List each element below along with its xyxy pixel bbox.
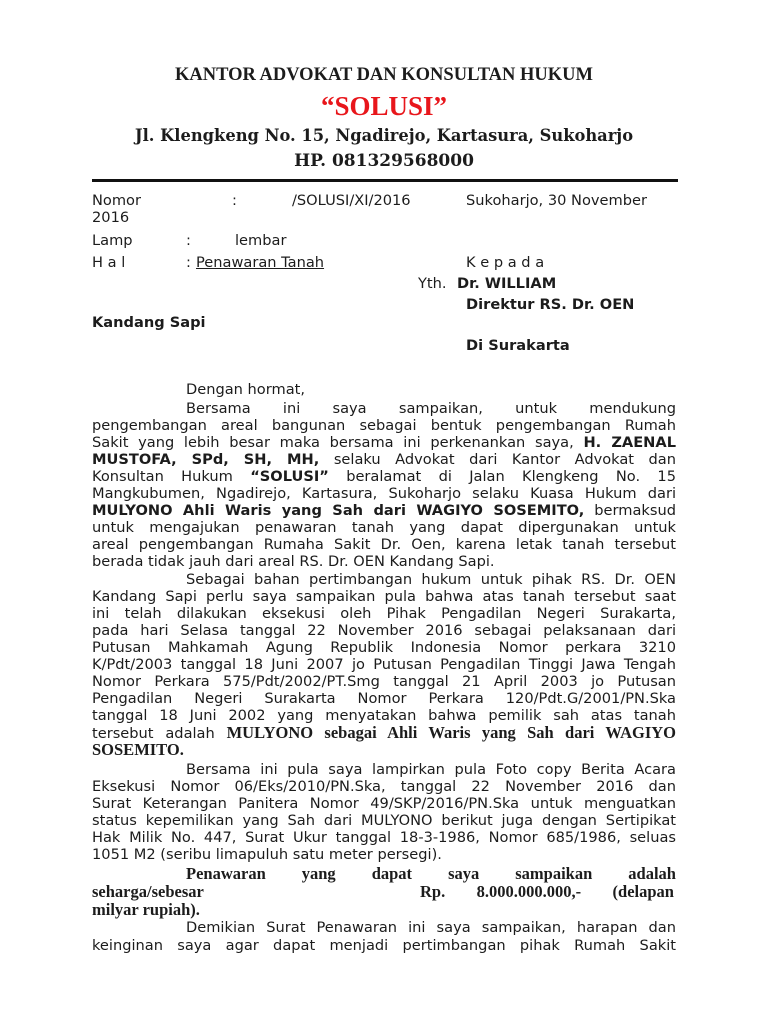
line-text: bermaksud — [594, 502, 676, 519]
paragraph-line — [92, 588, 676, 605]
line-text: Pengadilan Negeri Surakarta Nomor Perkara 120/Pdt.G/2001/PN.Ska — [92, 690, 676, 707]
paragraph-line — [92, 812, 676, 829]
paragraph-line — [92, 451, 676, 468]
nomor-value: /SOLUSI/XI/2016 — [292, 192, 411, 209]
line-text: status kepemilikan yang Sah dari MULYONO berikut juga dengan Sertipikat — [92, 812, 676, 829]
paragraph-line — [92, 485, 676, 502]
offer-text-bold: Penawaran yang dapat saya sampaikan adalah — [186, 864, 676, 883]
paragraph-5 — [92, 919, 676, 955]
paragraph-line — [92, 778, 676, 795]
firm-brand-name: “SOLUSI” — [320, 91, 448, 121]
paragraph-line — [92, 502, 676, 519]
line-text: 1051 M2 (seribu limapuluh satu meter persegi). — [92, 846, 442, 863]
line-text: keinginan saya agar dapat menjadi pertimbangan pihak Rumah Sakit — [92, 937, 676, 954]
recipient-salutation: Yth. — [418, 275, 447, 292]
recipient-name: Dr. WILLIAM — [457, 275, 557, 292]
line-text: beralamat di Jalan Klengkeng No. 15 — [346, 468, 676, 485]
offer-amount-bold: Rp. 8.000.000.000,- (delapan — [420, 882, 674, 901]
paragraph-1 — [92, 400, 676, 570]
paragraph-line — [92, 656, 676, 673]
line-text: tersebut adalah — [92, 725, 215, 742]
recipient-position: Direktur RS. Dr. OEN — [466, 296, 635, 313]
line-text: Sakit yang lebih besar maka bersama ini perkenankan saya, — [92, 434, 574, 451]
letterhead-divider — [92, 179, 678, 182]
nomor-colon: : — [232, 192, 237, 209]
paragraph-line — [92, 536, 676, 553]
heir-statement-bold: SOSEMITO. — [92, 740, 184, 759]
paragraph-line — [92, 707, 676, 724]
hal-subject: Penawaran Tanah — [196, 254, 325, 271]
paragraph-line — [92, 605, 676, 622]
line-text: K/Pdt/2003 tanggal 18 Juni 2007 jo Putusan Pengadilan Tinggi Jawa Tengah — [92, 656, 676, 673]
heir-name-bold: MULYONO Ahli Waris yang Sah dari WAGIYO SOSEMITO, — [92, 502, 585, 519]
firm-phone: HP. 081329568000 — [294, 151, 474, 171]
paragraph-line — [92, 519, 676, 536]
line-text: areal pengembangan Rumaha Sakit Dr. Oen, karena letak tanah tersebut — [92, 536, 676, 553]
line-text: Konsultan Hukum — [92, 468, 233, 485]
line-text: Bersama ini pula saya lampirkan pula Foto copy Berita Acara — [186, 761, 676, 778]
offer-text-bold: seharga/sebesar — [92, 882, 204, 901]
paragraph-3 — [92, 761, 676, 863]
line-text: ini telah dilakukan eksekusi oleh Pihak Pengadilan Negeri Surakarta, — [92, 605, 676, 622]
paragraph-line — [186, 571, 676, 588]
paragraph-line — [92, 724, 676, 741]
paragraph-line — [92, 690, 676, 707]
paragraph-line — [92, 741, 676, 758]
line-text: Nomor Perkara 575/Pdt/2002/PT.Smg tanggal 21 April 2003 jo Putusan — [92, 673, 676, 690]
paragraph-line — [186, 400, 676, 417]
line-text: pada hari Selasa tanggal 22 November 2016 sebagai pelaksanaan dari — [92, 622, 676, 639]
line-text: selaku Advokat dari Kantor Advokat dan — [333, 451, 676, 468]
line-text: tanggal 18 Juni 2002 yang menyatakan bahwa pemilik sah atas tanah — [92, 707, 676, 724]
recipient-position-cont: Kandang Sapi — [92, 314, 206, 331]
line-text: Putusan Mahkamah Agung Republik Indonesia Nomor perkara 3210 — [92, 639, 676, 656]
line-text: Kandang Sapi perlu saya sampaikan pula bahwa atas tanah tersebut saat — [92, 588, 676, 605]
lamp-colon: : — [186, 232, 191, 249]
greeting: Dengan hormat, — [186, 381, 306, 398]
line-text: Sebagai bahan pertimbangan hukum untuk pihak RS. Dr. OEN — [186, 571, 676, 588]
offer-text-bold: milyar rupiah). — [92, 900, 200, 919]
line-text: Bersama ini saya sampaikan, untuk mendukung — [186, 400, 676, 417]
recipient-location: Di Surakarta — [466, 337, 570, 354]
line-text: Surat Keterangan Panitera Nomor 49/SKP/2016/PN.Ska untuk menguatkan — [92, 795, 676, 812]
firm-address: Jl. Klengkeng No. 15, Ngadirejo, Kartasura, Sukoharjo — [134, 126, 634, 145]
paragraph-line — [92, 795, 676, 812]
date-year: 2016 — [92, 209, 130, 226]
hal-label: H a l — [92, 254, 126, 271]
line-text: Mangkubumen, Ngadirejo, Kartasura, Sukoharjo selaku Kuasa Hukum dari — [92, 485, 676, 502]
paragraph-line — [92, 673, 676, 690]
paragraph-line — [92, 553, 676, 570]
lamp-value: lembar — [235, 232, 287, 249]
paragraph-line — [92, 468, 676, 485]
line-text: Demikian Surat Penawaran ini saya sampaikan, harapan dan — [186, 919, 676, 936]
place-date: Sukoharjo, 30 November — [466, 192, 647, 209]
paragraph-line — [92, 417, 676, 434]
line-text: untuk mengajukan penawaran tanah yang dapat dipergunakan untuk — [92, 519, 676, 536]
firm-name-bold: “SOLUSI” — [250, 468, 329, 485]
paragraph-line — [92, 937, 676, 955]
paragraph-line — [186, 919, 676, 937]
paragraph-line — [92, 639, 676, 656]
hal-colon: : — [186, 254, 191, 271]
advocate-name-bold: H. ZAENAL — [583, 434, 676, 451]
line-text: berada tidak jauh dari areal RS. Dr. OEN Kandang Sapi. — [92, 553, 495, 570]
paragraph-line — [186, 865, 676, 883]
line-text: pengembangan areal bangunan sebagai bentuk pengembangan Rumah — [92, 417, 676, 434]
paragraph-4-offer — [92, 865, 676, 919]
paragraph-line — [92, 846, 676, 863]
lamp-label: Lamp — [92, 232, 133, 249]
paragraph-2 — [92, 571, 676, 758]
kepada-label: K e p a d a — [466, 254, 545, 271]
paragraph-line — [92, 434, 676, 451]
paragraph-line — [92, 901, 676, 919]
heir-statement-bold: MULYONO sebagai Ahli Waris yang Sah dari WAGIYO — [226, 723, 676, 742]
firm-title: KANTOR ADVOKAT DAN KONSULTAN HUKUM — [175, 65, 593, 85]
paragraph-line — [92, 622, 676, 639]
advocate-name-bold: MUSTOFA, SPd, SH, MH, — [92, 451, 320, 468]
paragraph-line — [186, 761, 676, 778]
nomor-label: Nomor — [92, 192, 141, 209]
line-text: Hak Milik No. 447, Surat Ukur tanggal 18-3-1986, Nomor 685/1986, seluas — [92, 829, 676, 846]
line-text: Eksekusi Nomor 06/Eks/2010/PN.Ska, tanggal 22 November 2016 dan — [92, 778, 676, 795]
paragraph-line — [92, 883, 676, 901]
paragraph-line — [92, 829, 676, 846]
